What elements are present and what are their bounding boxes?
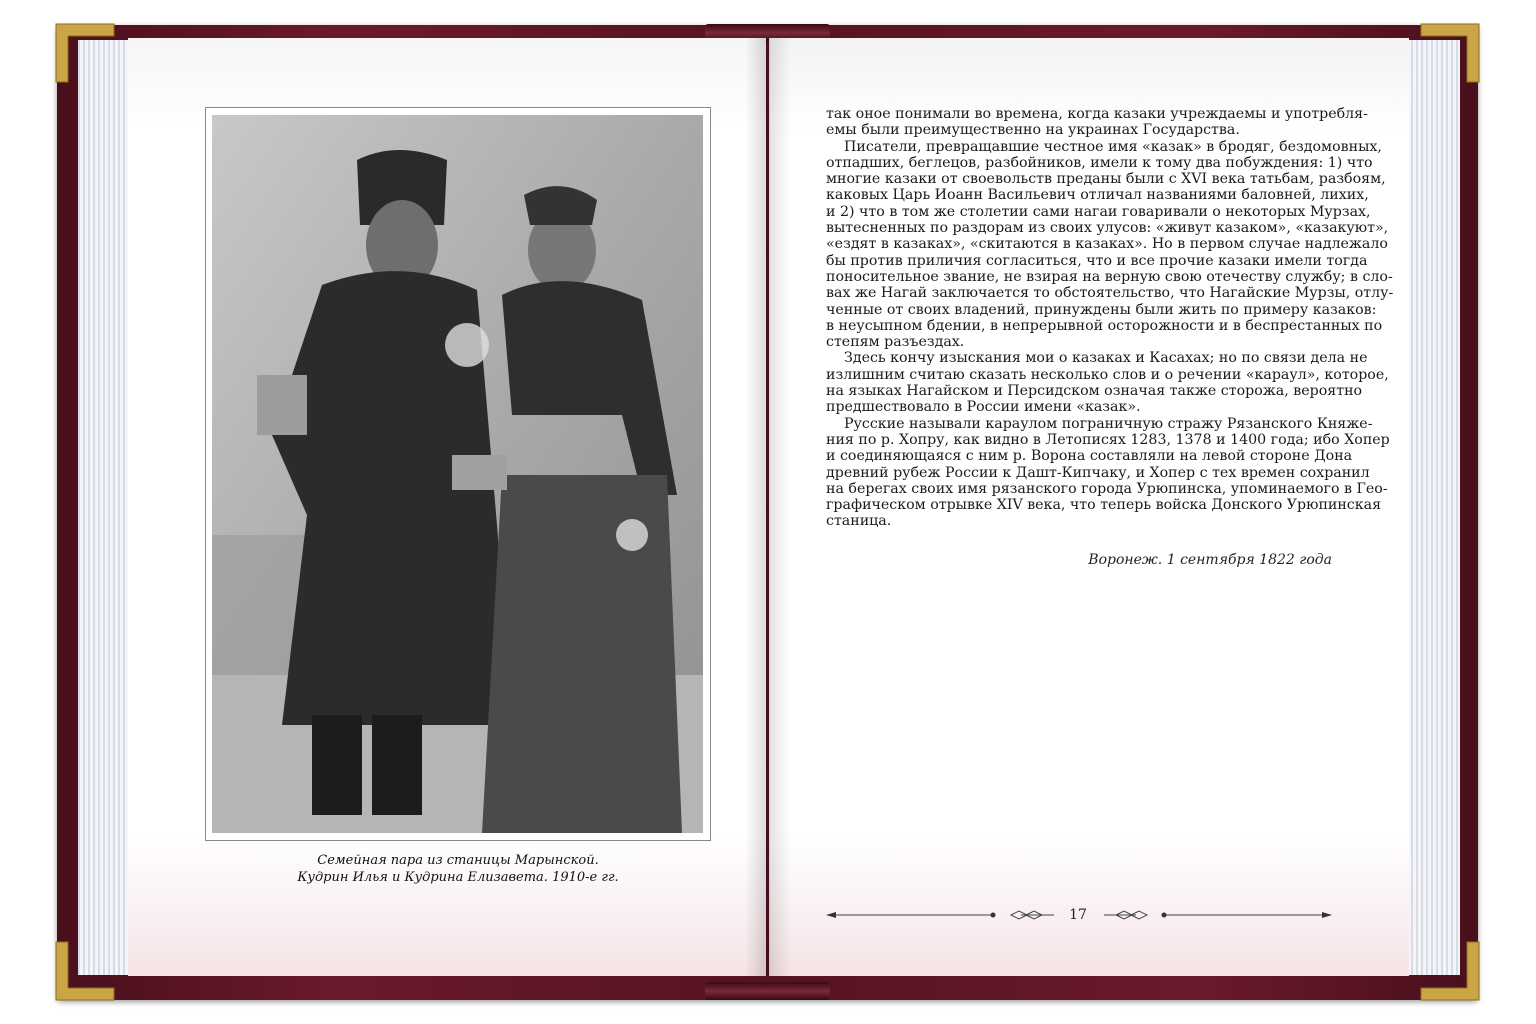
portrait-photo — [212, 115, 703, 833]
text-line: поносительное звание, не взирая на верную свою отечеству службу; в сло- — [826, 268, 1393, 285]
page-number: 17 — [1069, 907, 1087, 923]
gold-corner-icon — [1421, 24, 1479, 82]
spine-bottom-band — [705, 982, 830, 1000]
text-line: вытесненных по раздорам из своих улусов: «живут казаком», «казакуют», — [826, 220, 1389, 237]
text-line: «ездят в казаках», «скитаются в казаках». Но в первом случае надлежало — [826, 236, 1388, 253]
gold-corner-icon — [1421, 942, 1479, 1000]
text-line: древний рубеж России к Дашт-Кипчаку, и Хопер с тех времен сохранил — [826, 464, 1370, 481]
text-line: станица. — [826, 513, 892, 530]
text-line: Русские называли караулом пограничную стражу Рязанского Княже- — [844, 415, 1373, 432]
text-line: излишним считаю сказать несколько слов и о речении «караул», которое, — [826, 366, 1389, 383]
text-line: графическом отрывке XIV века, что теперь войска Донского Урюпинская — [826, 497, 1382, 514]
text-line: ния по р. Хопру, как видно в Летописях 1283, 1378 и 1400 года; ибо Хопер — [826, 431, 1390, 448]
text-line: в неусыпном бдении, в непрерывной осторожности и в беспрестанных по — [826, 317, 1383, 334]
text-line: на языках Нагайском и Персидском означая также сторожа, вероятно — [826, 383, 1363, 400]
text-line: ченные от своих владений, принуждены были жить по примеру казаков: — [826, 301, 1377, 318]
text-line: и соединяющаяся с ним р. Ворона составляли на левой стороне Дона — [826, 448, 1353, 465]
body-text — [826, 106, 1394, 530]
text-line: на берегах своих имя рязанского города Урюпинска, упоминаемого в Гео- — [826, 480, 1388, 497]
text-line: Здесь кончу изыскания мои о казаках и Касахах; но по связи дела не — [844, 350, 1368, 367]
text-line: вах же Нагай заключается то обстоятельство, что Нагайские Мурзы, отлу- — [826, 285, 1394, 302]
text-line: отпадших, беглецов, разбойников, имели к тому два побуждения: 1) что — [826, 154, 1373, 171]
text-line: степям разъездах. — [826, 334, 965, 351]
text-line: предшествовало в России имени «казак». — [826, 399, 1141, 416]
gold-corner-icon — [56, 24, 114, 82]
caption-line: Семейная пара из станицы Марынской. — [317, 853, 599, 868]
text-line: и 2) что в том же столетии сами нагаи говаривали о некоторых Мурзах, — [826, 203, 1371, 220]
text-line: Писатели, превращавшие честное имя «казак» в бродяг, бездомовных, — [844, 138, 1382, 155]
book-gutter — [745, 38, 791, 976]
caption-line: Кудрин Илья и Кудрина Елизавета. 1910-е гг. — [297, 870, 619, 885]
text-line: многие казаки от своевольств преданы были с XVI века татьбам, разбоям, — [826, 171, 1386, 188]
text-line: бы против приличия согласиться, что и все прочие казаки имели тогда — [826, 252, 1368, 269]
page-edges-right — [1406, 40, 1460, 975]
text-line: каковых Царь Иоанн Васильевич отличал названиями баловней, лихих, — [826, 187, 1369, 204]
text-line: так оное понимали во времена, когда казаки учреждаемы и употребля- — [826, 106, 1368, 122]
gold-corner-icon — [56, 942, 114, 1000]
signature-date: Воронеж. 1 сентября 1822 года — [1088, 552, 1332, 568]
text-line: емы были преимущественно на украинах Государства. — [826, 122, 1240, 139]
photo-caption — [250, 852, 666, 886]
page-edges-left — [78, 40, 130, 975]
